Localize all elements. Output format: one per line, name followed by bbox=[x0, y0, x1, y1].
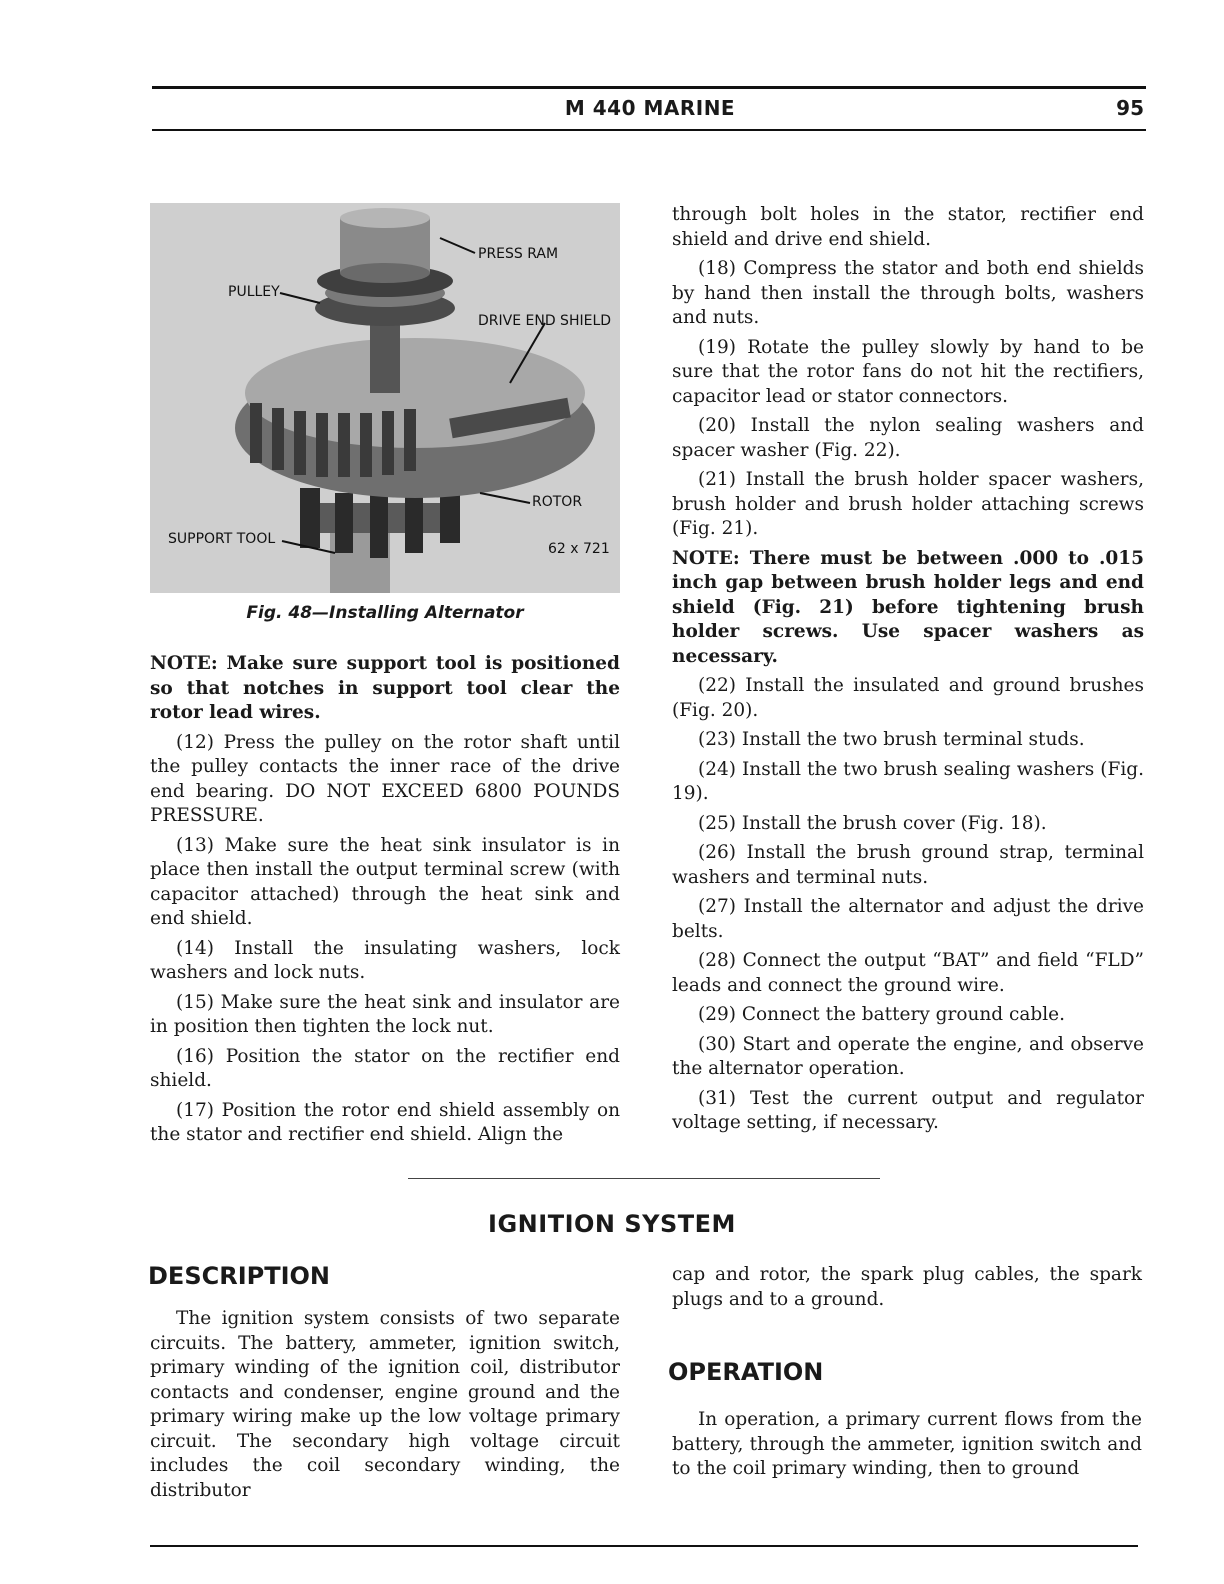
description-paragraph-cont: cap and rotor, the spark plug cables, the spark plugs and to a ground. bbox=[672, 1264, 1142, 1310]
step-15: (15) Make sure the heat sink and insulator are in position then tighten the lock nut. bbox=[150, 991, 620, 1037]
operation-paragraph: In operation, a primary current flows from the battery, through the ammeter, ignition switch and to the coil primary winding, then to ground bbox=[672, 1409, 1142, 1479]
step-19: (19) Rotate the pulley slowly by hand to be sure that the rotor fans do not hit the rectifiers, capacitor lead or stator connectors. bbox=[672, 336, 1144, 407]
label-rotor: ROTOR bbox=[532, 494, 583, 510]
description-continued bbox=[672, 1263, 1142, 1317]
step-26: (26) Install the brush ground strap, terminal washers and terminal nuts. bbox=[672, 842, 1144, 888]
figure-code: 62 x 721 bbox=[548, 541, 610, 557]
step-20: (20) Install the nylon sealing washers and spacer washer (Fig. 22). bbox=[672, 415, 1144, 461]
step-27: (27) Install the alternator and adjust the drive belts. bbox=[672, 896, 1144, 942]
operation-heading: OPERATION bbox=[668, 1358, 824, 1386]
page-number: 95 bbox=[1116, 96, 1144, 120]
step-22: (22) Install the insulated and ground brushes (Fig. 20). bbox=[672, 675, 1144, 721]
step-23: (23) Install the two brush terminal studs. bbox=[698, 729, 1085, 750]
description-body bbox=[150, 1307, 620, 1508]
label-pulley: PULLEY bbox=[228, 284, 280, 300]
left-column bbox=[150, 652, 620, 1153]
footer-rule bbox=[150, 1545, 1138, 1547]
description-paragraph: The ignition system consists of two separate circuits. The battery, ammeter, ignition switch, primary winding of the ignition coil, distributor contacts and condenser, engine ground and the primary wiring make up the low voltage primary circuit. The secondary high voltage circuit includes the coil secondary winding, the distributor bbox=[150, 1308, 620, 1501]
header-top-rule bbox=[152, 86, 1146, 89]
step-12: (12) Press the pulley on the rotor shaft until the pulley contacts the inner race of the drive end bearing. DO NOT EXCEED 6800 POUNDS PRESSURE. bbox=[150, 731, 620, 826]
label-drive-end-shield: DRIVE END SHIELD bbox=[478, 313, 612, 329]
step-14: (14) Install the insulating washers, lock washers and lock nuts. bbox=[150, 937, 620, 983]
label-support-tool: SUPPORT TOOL bbox=[168, 531, 276, 547]
alternator-photo bbox=[150, 203, 620, 593]
step-18: (18) Compress the stator and both end shields by hand then install the through bolts, washers and nuts. bbox=[672, 258, 1144, 328]
header-bottom-rule bbox=[152, 129, 1146, 131]
description-heading: DESCRIPTION bbox=[148, 1262, 331, 1290]
step-29: (29) Connect the battery ground cable. bbox=[698, 1004, 1066, 1025]
brush-gap-note: NOTE: There must be between .000 to .015 inch gap between brush holder legs and end shield (Fig. 21) before tightening brush holder screws. Use spacer washers as necessary. bbox=[672, 547, 1144, 667]
label-press-ram: PRESS RAM bbox=[478, 246, 559, 262]
step-16: (16) Position the stator on the rectifier end shield. bbox=[150, 1045, 620, 1091]
step-13: (13) Make sure the heat sink insulator is in place then install the output terminal screw (with capacitor attached) through the heat sink and end shield. bbox=[150, 834, 620, 929]
section-divider bbox=[408, 1178, 880, 1179]
right-column bbox=[672, 203, 1144, 1141]
figure-caption: Fig. 48—Installing Alternator bbox=[246, 603, 524, 623]
step-30: (30) Start and operate the engine, and observe the alternator operation. bbox=[672, 1033, 1144, 1079]
step-25: (25) Install the brush cover (Fig. 18). bbox=[698, 812, 1047, 834]
page-header-title: M 440 MARINE bbox=[564, 96, 736, 120]
ignition-system-title: IGNITION SYSTEM bbox=[488, 1210, 736, 1238]
step-24: (24) Install the two brush sealing washers (Fig. 19). bbox=[672, 758, 1144, 804]
step-21: (21) Install the brush holder spacer washers, brush holder and brush holder attaching screws (Fig. 21). bbox=[672, 469, 1144, 539]
step-31: (31) Test the current output and regulator voltage setting, if necessary. bbox=[672, 1087, 1144, 1133]
step-28: (28) Connect the output “BAT” and field “FLD” leads and connect the ground wire. bbox=[672, 950, 1144, 996]
step-17: (17) Position the rotor end shield assembly on the stator and rectifier end shield. Align the bbox=[150, 1099, 620, 1145]
support-tool-note: NOTE: Make sure support tool is positioned so that notches in support tool clear the rotor lead wires. bbox=[150, 653, 620, 723]
alternator-figure bbox=[150, 203, 620, 593]
operation-body bbox=[672, 1408, 1142, 1487]
step-17-continued: through bolt holes in the stator, rectifier end shield and drive end shield. bbox=[672, 204, 1144, 250]
